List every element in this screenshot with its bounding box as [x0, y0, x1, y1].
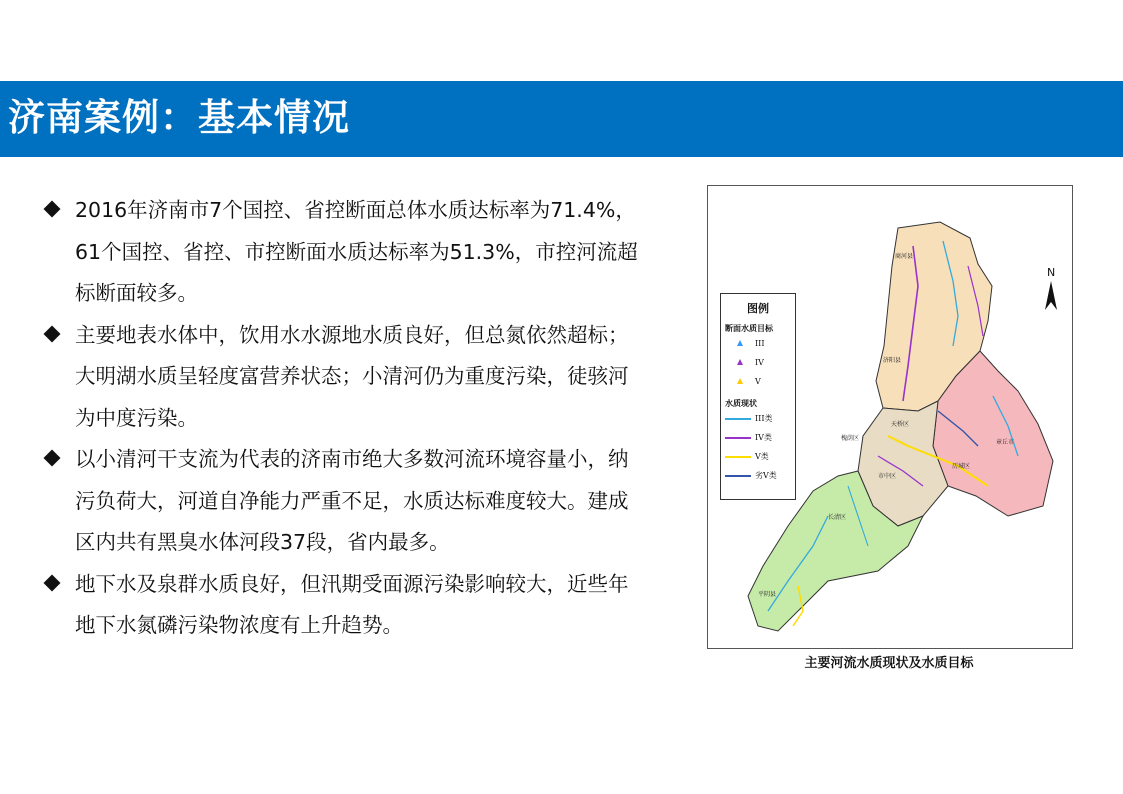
legend-target-label: IV [755, 358, 764, 367]
legend-target-row [721, 334, 795, 353]
legend-status-label: V类 [755, 452, 769, 461]
bullet-item [46, 190, 646, 315]
bullet-item [46, 564, 646, 647]
bullet-text: 以小清河干支流为代表的济南市绝大多数河流环境容量小，纳污负荷大，河道自净能力严重不足，水质达标难度较大。建成区内共有黑臭水体河段37段，省内最多。 [75, 447, 629, 554]
map-legend [720, 293, 796, 500]
line-swatch [725, 418, 751, 420]
north-label: N [1047, 266, 1056, 279]
legend-status-row [721, 428, 795, 447]
bullet-text: 地下水及泉群水质良好，但汛期受面源污染影响较大，近些年地下水氮磷污染物浓度有上升趋势。 [75, 571, 629, 637]
bullet-text: 主要地表水体中，饮用水水源地水质良好，但总氮依然超标；大明湖水质呈轻度富营养状态；小清河仍为重度污染，徒骇河为中度污染。 [75, 322, 629, 430]
water-quality-map [707, 185, 1073, 649]
bullet-item [46, 315, 646, 440]
bullet-text: 2016年济南市7个国控、省控断面总体水质达标率为71.4%，61个国控、省控、市控断面水质达标率为51.3%，市控河流超标断面较多。 [75, 198, 638, 305]
district-label: 商河县 [895, 253, 914, 260]
district-label: 章丘市 [996, 439, 1015, 446]
diamond-bullet-icon [44, 325, 61, 342]
legend-status-label: IV类 [755, 433, 772, 442]
legend-target-row [721, 372, 795, 391]
triangle-icon [737, 378, 743, 384]
triangle-icon [737, 359, 743, 365]
bullet-item [46, 439, 646, 564]
diamond-bullet-icon [44, 574, 61, 591]
title-bar [0, 81, 1123, 157]
legend-title: 图例 [747, 302, 769, 315]
legend-status-heading: 水质现状 [725, 398, 757, 408]
district-label: 槐荫区 [841, 435, 860, 442]
district-label: 天桥区 [891, 421, 910, 428]
map-caption: 主要河流水质现状及水质目标 [804, 656, 974, 671]
district-label: 市中区 [878, 473, 897, 480]
legend-target-row [721, 353, 795, 372]
diamond-bullet-icon [44, 201, 61, 218]
legend-status-label: III类 [755, 414, 773, 423]
bullet-list [46, 190, 646, 647]
legend-target-label: III [755, 339, 765, 348]
district-label: 平阴县 [758, 591, 777, 598]
page-title: 济南案例：基本情况 [8, 96, 350, 139]
line-swatch [725, 437, 751, 439]
legend-status-row [721, 466, 795, 485]
line-swatch [725, 475, 751, 477]
district-label: 历城区 [952, 463, 971, 470]
legend-status-label: 劣V类 [755, 471, 777, 480]
line-swatch [725, 456, 751, 458]
legend-status-row [721, 409, 795, 428]
legend-targets-heading: 断面水质目标 [725, 323, 773, 333]
legend-status-row [721, 447, 795, 466]
triangle-icon [737, 340, 743, 346]
district-label: 长清区 [828, 514, 847, 521]
north-arrow-icon [1045, 266, 1057, 310]
diamond-bullet-icon [44, 450, 61, 467]
district-label: 济阳县 [883, 357, 902, 364]
legend-target-label: V [755, 377, 761, 386]
